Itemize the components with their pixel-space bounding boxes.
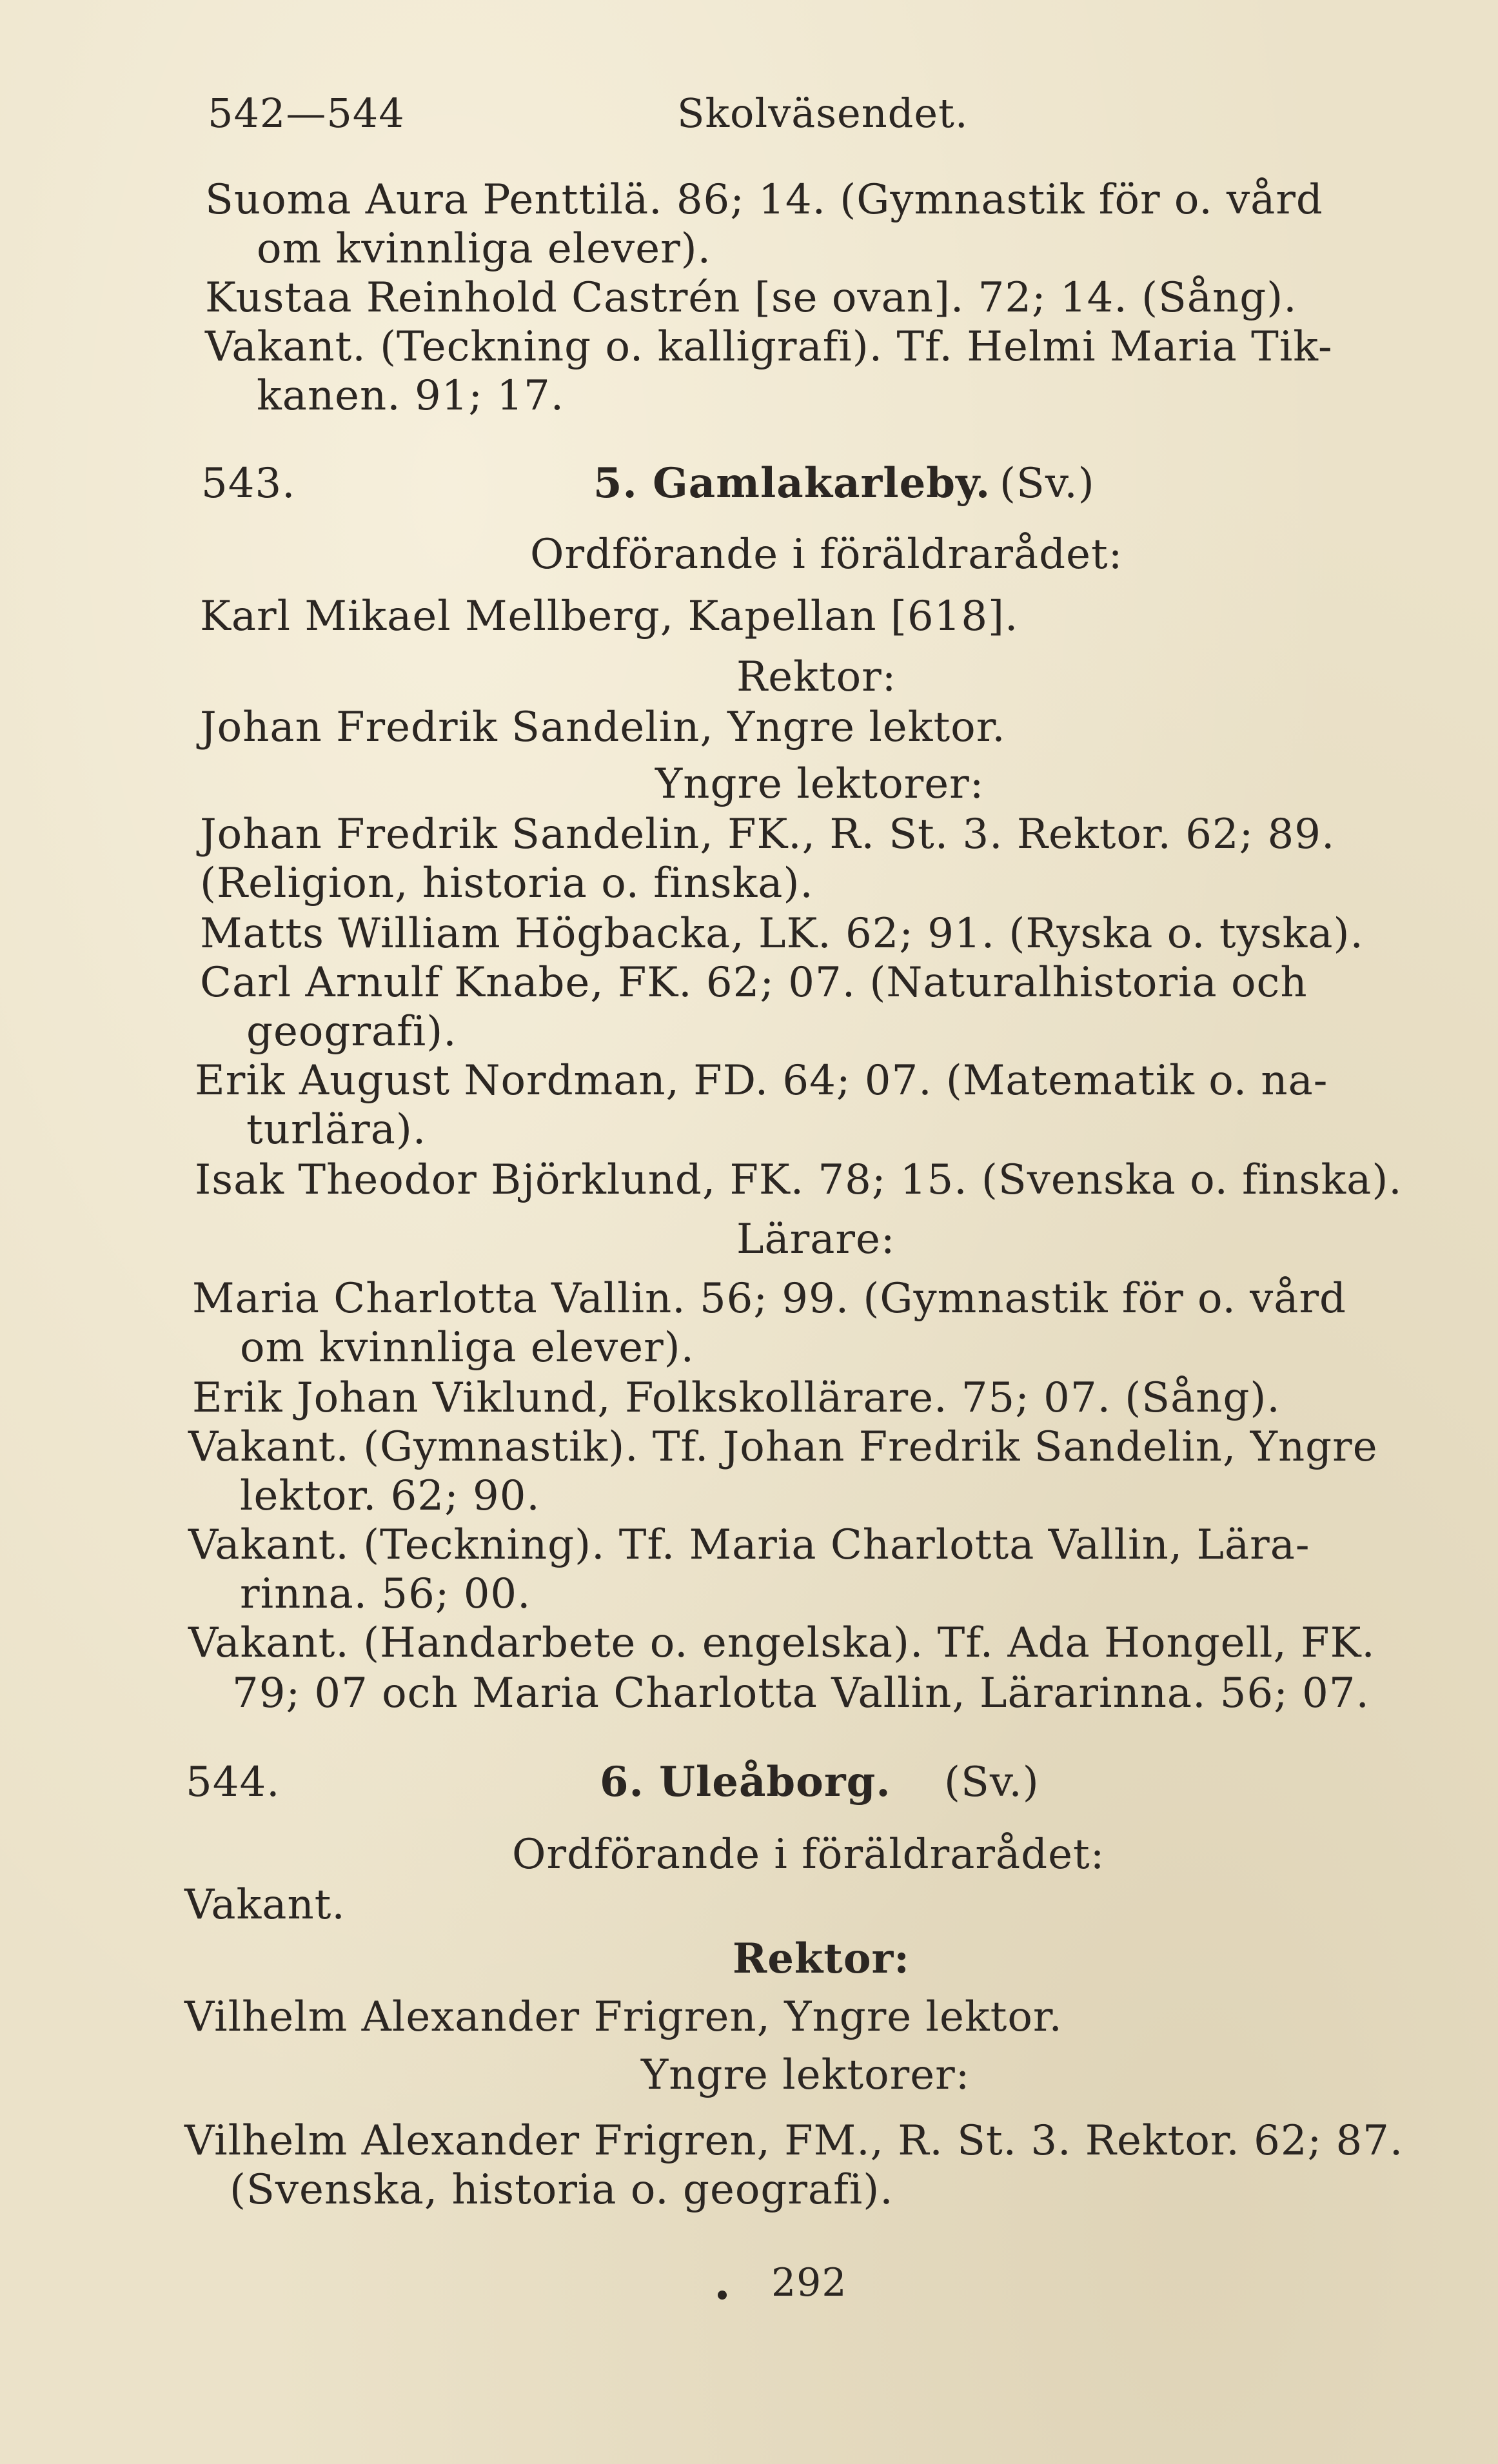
staff-line: geografi). xyxy=(246,1008,457,1056)
staff-line: Erik August Nordman, FD. 64; 07. (Matematik o. na- xyxy=(195,1057,1328,1105)
staff-line: (Svenska, historia o. geografi). xyxy=(230,2166,894,2214)
header-range: 542—544 xyxy=(208,90,405,137)
staff-line: Vilhelm Alexander Frigren, FM., R. St. 3. Rektor. 62; 87. xyxy=(184,2117,1404,2165)
subheading-lektorer: Yngre lektorer: xyxy=(641,2051,971,2099)
staff-line: 79; 07 och Maria Charlotta Vallin, Lärarinna. 56; 07. xyxy=(232,1670,1370,1717)
entry-line: Vakant. (Teckning o. kalligrafi). Tf. Helmi Maria Tik- xyxy=(205,323,1333,371)
subheading-rektor: Rektor: xyxy=(733,1935,910,1983)
staff-line: Matts William Högbacka, LK. 62; 91. (Ryska o. tyska). xyxy=(200,910,1364,958)
chair-name: Karl Mikael Mellberg, Kapellan [618]. xyxy=(200,593,1019,640)
header-title: Skolväsendet. xyxy=(677,90,969,137)
entry-line: Suoma Aura Penttilä. 86; 14. (Gymnastik för o. vård xyxy=(205,176,1323,224)
subheading-rektor: Rektor: xyxy=(736,653,897,701)
subheading-lektorer: Yngre lektorer: xyxy=(655,760,985,808)
staff-line: Vakant. (Teckning). Tf. Maria Charlotta Vallin, Lära- xyxy=(188,1521,1310,1569)
staff-line: om kvinnliga elever). xyxy=(240,1324,695,1372)
subheading-chair: Ordförande i föräldrarådet: xyxy=(530,531,1123,578)
subheading-larare: Lärare: xyxy=(736,1216,896,1263)
staff-line: Vakant. (Gymnastik). Tf. Johan Fredrik Sandelin, Yngre xyxy=(188,1423,1378,1471)
entry-line: om kvinnliga elever). xyxy=(257,225,711,273)
entry-line: Kustaa Reinhold Castrén [se ovan]. 72; 14. (Sång). xyxy=(205,274,1297,322)
chair-name: Vakant. xyxy=(184,1881,346,1929)
subheading-chair: Ordförande i föräldrarådet: xyxy=(512,1831,1105,1878)
staff-line: Carl Arnulf Knabe, FK. 62; 07. (Naturalhistoria och xyxy=(200,959,1308,1007)
staff-line: Vakant. (Handarbete o. engelska). Tf. Ada Hongell, FK. xyxy=(188,1619,1375,1667)
school-name: 6. Uleåborg. xyxy=(600,1758,891,1806)
staff-line: Maria Charlotta Vallin. 56; 99. (Gymnastik för o. vård xyxy=(192,1275,1346,1323)
school-name: 5. Gamlakarleby. xyxy=(593,459,991,508)
staff-line: turlära). xyxy=(246,1106,427,1154)
staff-line: (Religion, historia o. finska). xyxy=(200,860,814,907)
language-tag: (Sv.) xyxy=(1000,460,1095,508)
rektor-name: Vilhelm Alexander Frigren, Yngre lektor. xyxy=(184,1993,1063,2041)
page-number: 292 xyxy=(771,2260,847,2305)
ink-dot xyxy=(718,2291,727,2300)
staff-line: rinna. 56; 00. xyxy=(240,1570,531,1618)
language-tag: (Sv.) xyxy=(944,1759,1040,1806)
staff-line: Erik Johan Viklund, Folkskollärare. 75; 07. (Sång). xyxy=(192,1374,1281,1422)
section-number: 543. xyxy=(201,460,296,508)
rektor-name: Johan Fredrik Sandelin, Yngre lektor. xyxy=(200,704,1006,751)
staff-line: lektor. 62; 90. xyxy=(240,1472,540,1520)
section-number: 544. xyxy=(186,1759,281,1806)
staff-line: Johan Fredrik Sandelin, FK., R. St. 3. Rektor. 62; 89. xyxy=(200,811,1335,858)
entry-line: kanen. 91; 17. xyxy=(257,372,565,420)
staff-line: Isak Theodor Björklund, FK. 78; 15. (Svenska o. finska). xyxy=(195,1156,1403,1204)
